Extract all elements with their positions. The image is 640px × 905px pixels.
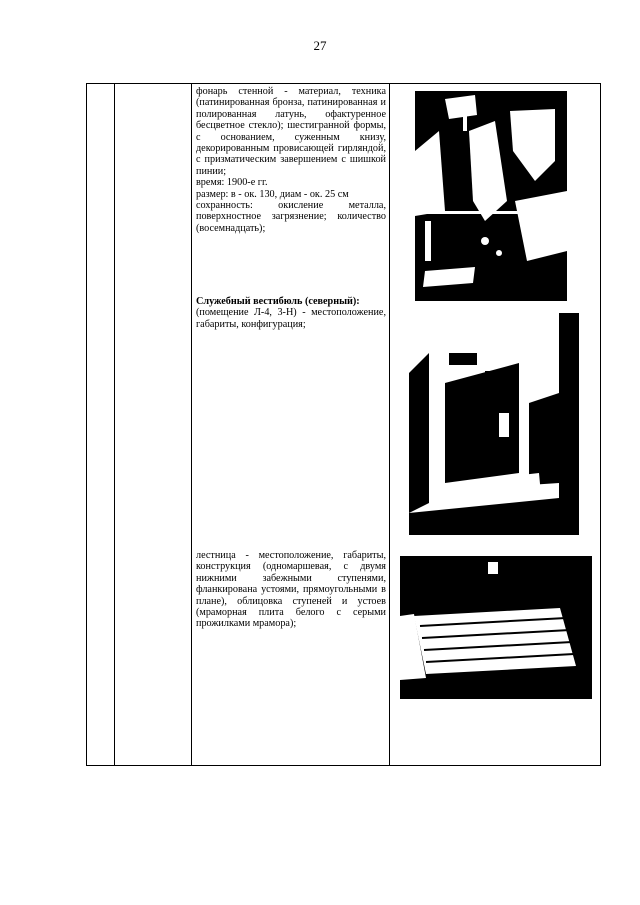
entry-condition: сохранность: окисление металла, поверхностное загрязнение; количество (восемнадцать); <box>196 200 386 234</box>
entry-wall-lantern <box>196 86 386 234</box>
column-divider <box>114 84 115 765</box>
page-number: 27 <box>313 38 327 53</box>
staircase-photo <box>400 556 592 699</box>
column-divider <box>191 84 192 765</box>
entry-north-vestibule <box>196 296 386 330</box>
wall-lantern-photo <box>415 91 567 301</box>
section-heading: Служебный вестибюль (северный): <box>196 296 360 307</box>
entry-description: фонарь стенной - материал, техника (патинированная бронза, патинированная и полированная латунь, офактуренное бесцветное стекло); шестигранной формы, с основанием, суженным книзу, декорированным провисающей гирляндой, с призматическим завершением с шишкой пинии; <box>196 86 386 177</box>
entry-size: размер: в - ок. 130, диам - ок. 25 см <box>196 188 349 200</box>
entry-description: лестница - местоположение, габариты, конструкция (одномаршевая, с двумя нижними забежными ступенями, фланкирована устоями, прямоугольными в плане), облицовка ступеней и устоев (мраморная плита белого с серыми прожилками мрамора); <box>196 550 386 630</box>
entry-description: (помещение Л-4, 3-Н) - местоположение, габариты, конфигурация; <box>196 307 386 330</box>
entry-staircase <box>196 550 386 630</box>
entry-time: время: 1900-е гг. <box>196 177 268 189</box>
north-vestibule-photo <box>409 313 579 535</box>
column-divider <box>389 84 390 765</box>
